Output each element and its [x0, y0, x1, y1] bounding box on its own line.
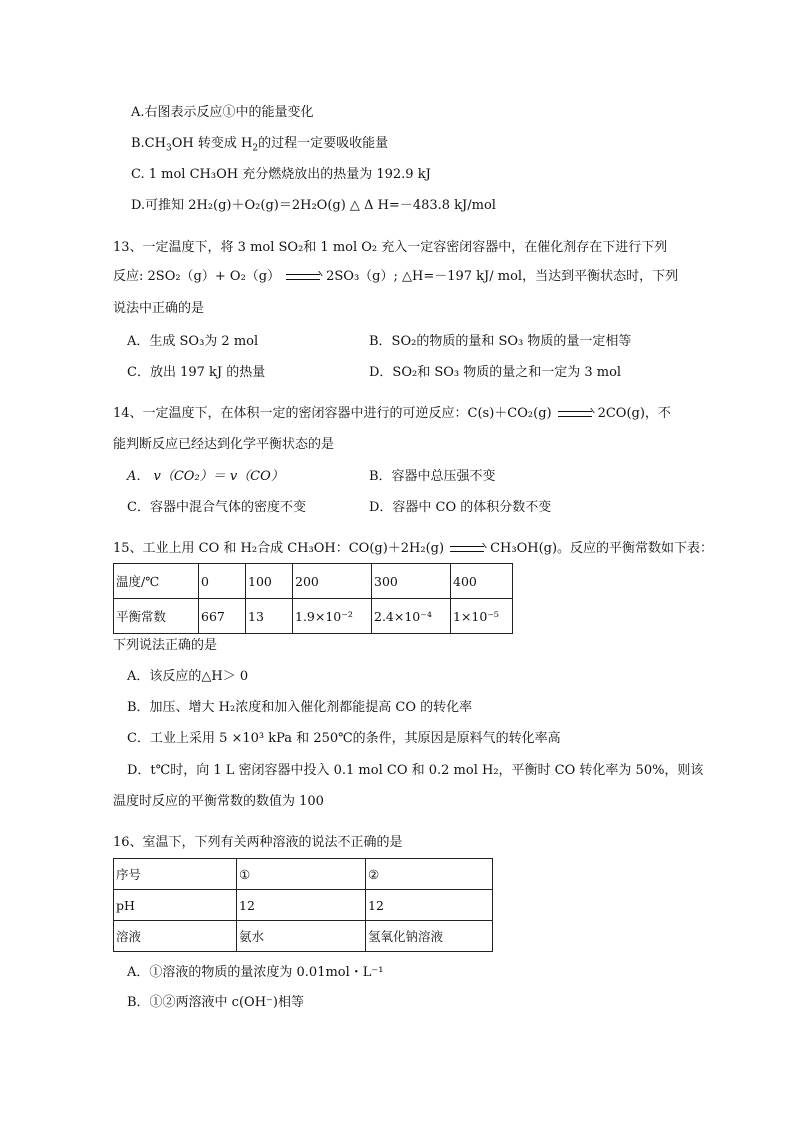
q14-option-b: B．容器中总压强不变: [369, 469, 496, 484]
table-cell: 1×10⁻⁵: [451, 599, 513, 634]
prev-option-b: $B.CH_3OH$ 转变成 $H_2$的过程一定要吸收能量: [131, 136, 389, 154]
table-row: [114, 890, 493, 921]
table-cell: 氢氧化钠溶液: [366, 921, 493, 952]
q16-option-a: A．①溶液的物质的量浓度为 0.01mol・L⁻¹: [127, 965, 384, 980]
q14-stem-line2: 能判断反应已经达到化学平衡状态的是: [113, 437, 335, 452]
table-cell: 400: [451, 564, 513, 599]
table-cell: 200: [293, 564, 372, 599]
q16-option-b: B．①②两溶液中 c(OH⁻)相等: [127, 995, 304, 1010]
q16-stem: 16、室温下，下列有关两种溶液的说法不正确的是: [113, 835, 403, 850]
q13-option-c: C．放出 197 kJ 的热量: [127, 365, 266, 380]
prev-option-c: C. 1 mol CH₃OH 充分燃烧放出的热量为 192.9 kJ: [131, 167, 431, 182]
table-cell: ①: [237, 859, 366, 890]
table-cell: 300: [372, 564, 451, 599]
prev-option-a: A.右图表示反应①中的能量变化: [131, 105, 314, 120]
table-row: [114, 564, 513, 599]
q13-stem-line1: 13、一定温度下，将 3 mol SO₂和 1 mol O₂ 充入一定容密闭容器中，在催化剂存在下进行下列: [113, 240, 668, 255]
q13-option-b: B．SO₂的物质的量和 SO₃ 物质的量一定相等: [369, 334, 632, 349]
table-cell: 2.4×10⁻⁴: [372, 599, 451, 634]
table-cell: 氨水: [237, 921, 366, 952]
table-row: [114, 859, 493, 890]
q15-option-d-line2: 温度时反应的平衡常数的数值为 100: [113, 794, 324, 809]
table-cell: 0: [199, 564, 246, 599]
table-cell: pH: [114, 890, 237, 921]
equilibrium-arrow-icon: [558, 410, 592, 418]
table-cell: 溶液: [114, 921, 237, 952]
table-cell: 12: [237, 890, 366, 921]
q15-option-b: B．加压、增大 H₂浓度和加入催化剂都能提高 CO 的转化率: [127, 700, 473, 715]
table-cell: 667: [199, 599, 246, 634]
q13-stem-line3: 说法中正确的是: [113, 301, 205, 316]
table-row: [114, 599, 513, 634]
q15-option-a: A．该反应的△H＞ 0: [127, 669, 249, 684]
table-cell: 12: [366, 890, 493, 921]
q14-stem-line1: 14、一定温度下，在体积一定的密闭容器中进行的可逆反应：C(s)＋CO₂(g) 2CO(g)，不: [113, 406, 671, 421]
q13-option-d: D．SO₂和 SO₃ 物质的量之和一定为 3 mol: [369, 365, 622, 380]
table-cell: 100: [246, 564, 293, 599]
q14-option-c: C．容器中混合气体的密度不变: [127, 500, 306, 515]
table-cell: 平衡常数: [114, 599, 199, 634]
table-cell: 温度/℃: [114, 564, 199, 599]
q14-option-a: A． v（CO₂）＝ v（CO）: [127, 469, 284, 484]
q15-option-d-line1: D．t℃时，向 1 L 密闭容器中投入 0.1 mol CO 和 0.2 mol H₂，平衡时 CO 转化率为 50%，则该: [127, 763, 704, 778]
table-cell: 1.9×10⁻²: [293, 599, 372, 634]
q15-stem-line2: 下列说法正确的是: [113, 638, 218, 653]
q15-option-c: C．工业上采用 5 ×10³ kPa 和 250℃的条件，其原因是原料气的转化率高: [127, 731, 561, 746]
table-row: [114, 921, 493, 952]
table-cell: 序号: [114, 859, 237, 890]
table-cell: ②: [366, 859, 493, 890]
q15-constant-table: [113, 563, 513, 634]
equilibrium-arrow-icon: [286, 273, 320, 281]
q13-stem-line2: 反应: 2SO₂（g）+ O₂（g） 2SO₃（g）; △H=－197 kJ/ mol，当达到平衡状态时，下列: [113, 269, 679, 284]
q15-stem-line1: 15、工业上用 CO 和 H₂合成 CH₃OH：CO(g)＋2H₂(g) CH₃OH(g)。反应的平衡常数如下表：: [113, 541, 714, 556]
q14-option-d: D．容器中 CO 的体积分数不变: [369, 500, 552, 515]
table-cell: 13: [246, 599, 293, 634]
q13-option-a: A．生成 SO₃为 2 mol: [127, 334, 259, 349]
prev-option-d: D.可推知 2H₂(g)＋O₂(g)＝2H₂O(g) △ Δ H=－483.8 kJ/mol: [131, 198, 496, 213]
equilibrium-arrow-icon: [450, 545, 484, 553]
q16-solution-table: [113, 858, 493, 952]
